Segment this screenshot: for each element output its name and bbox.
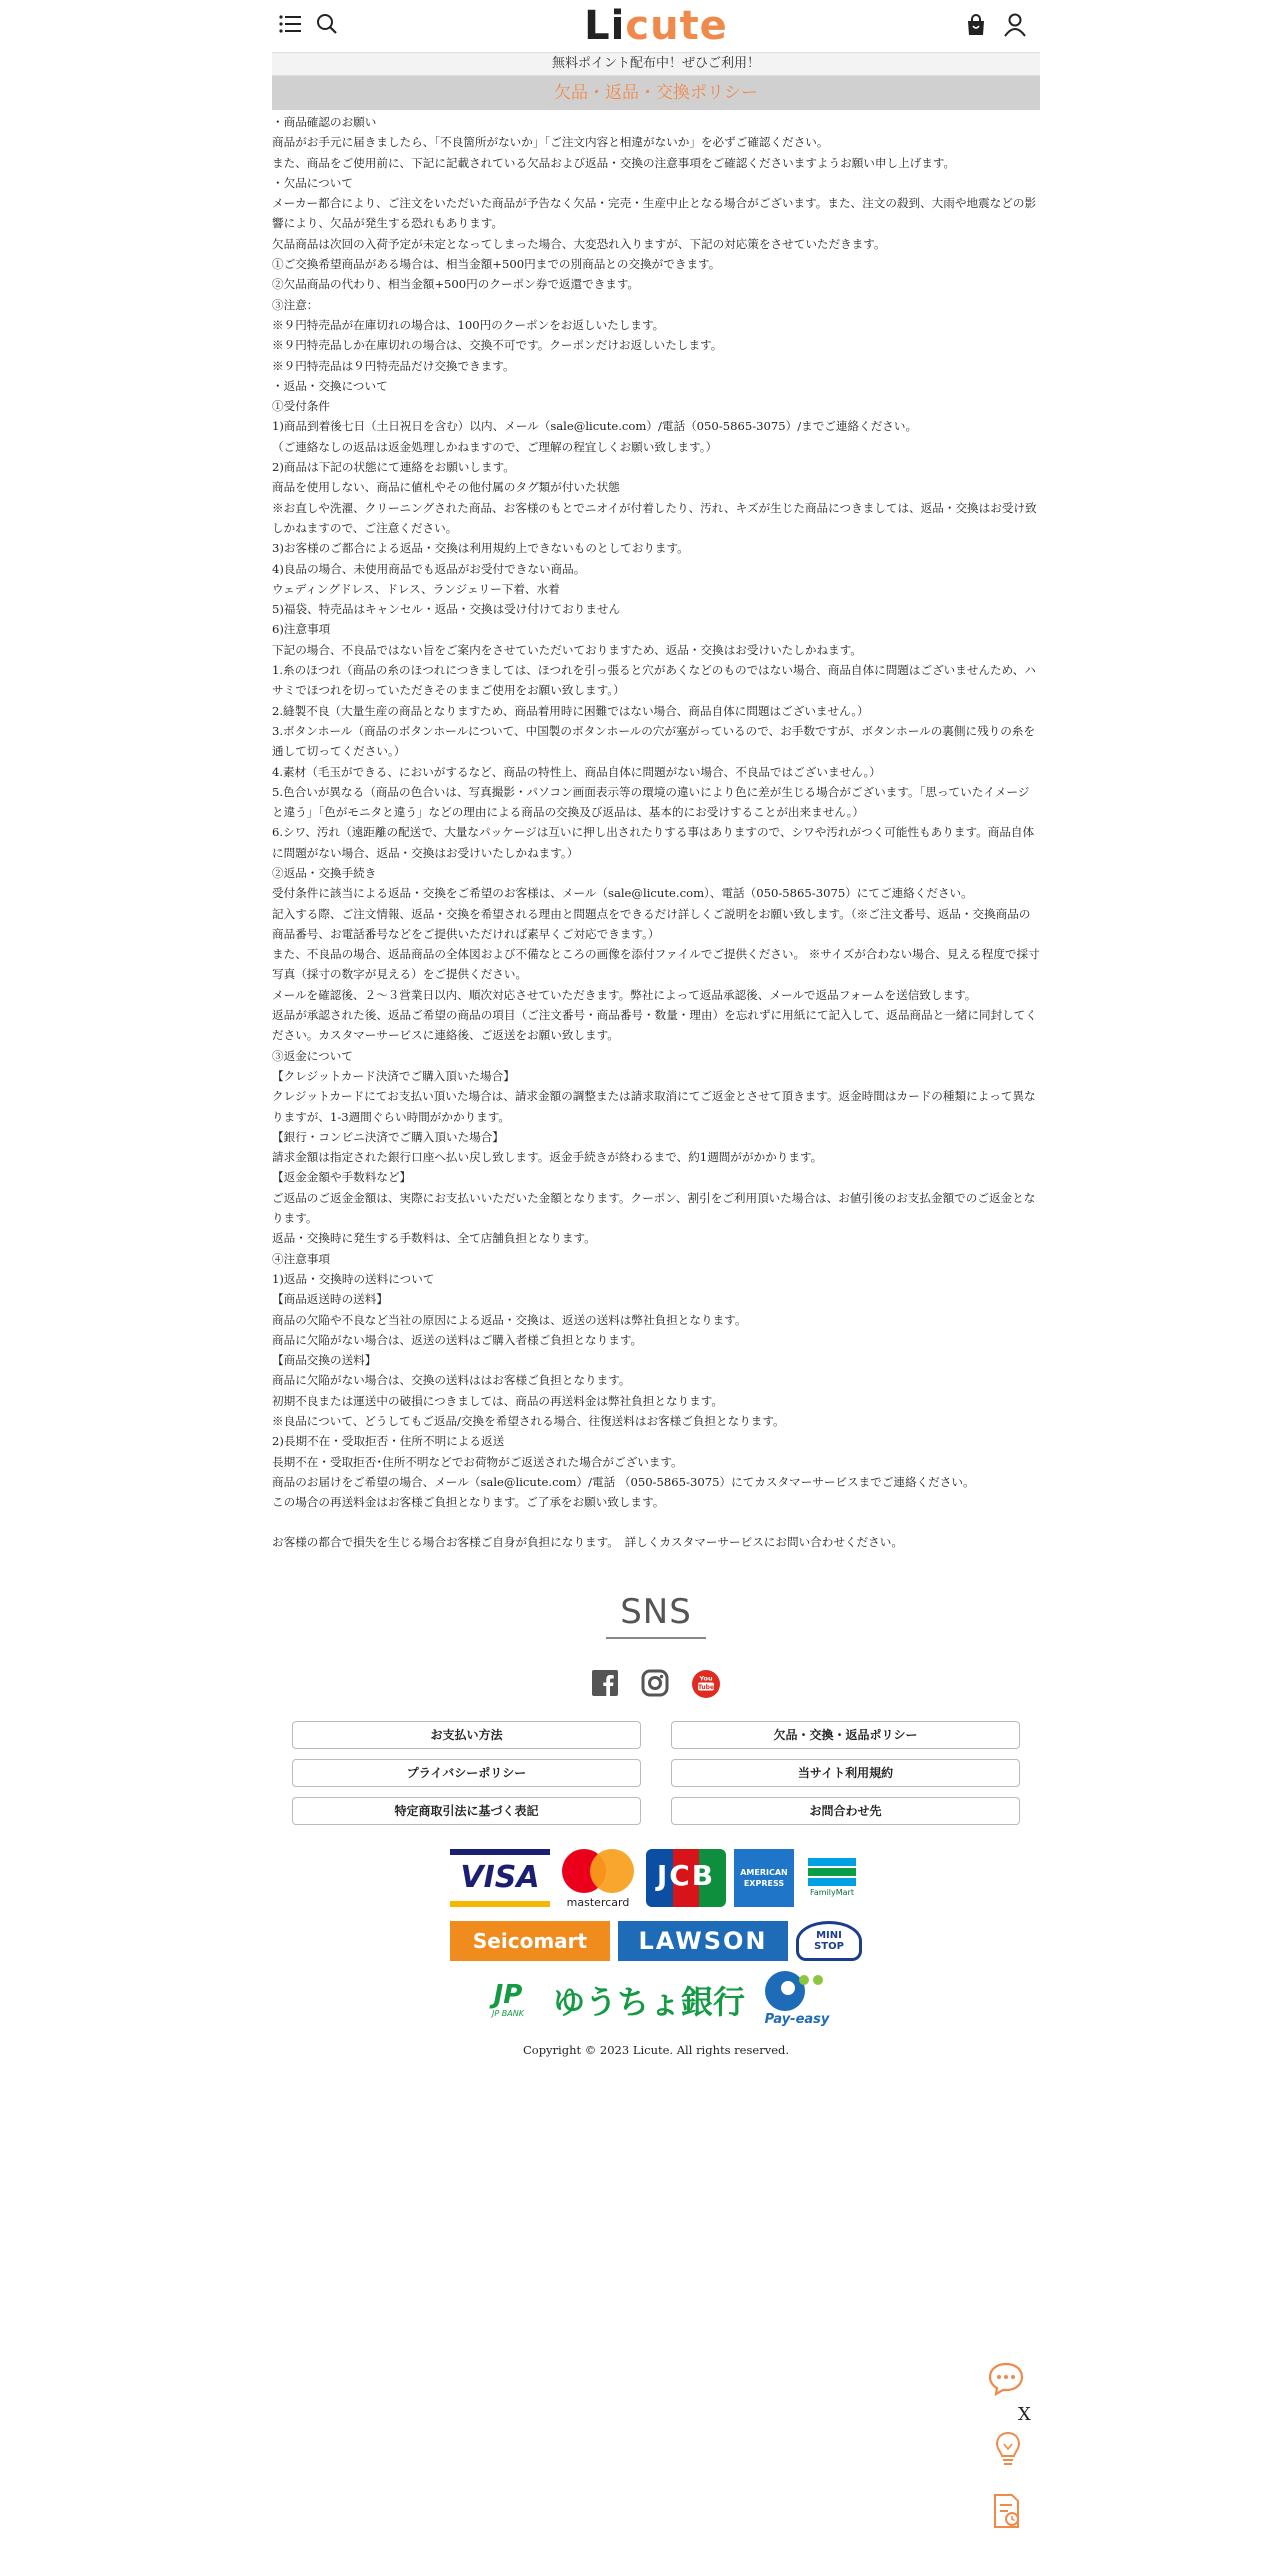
policy-content xyxy=(272,110,1040,1553)
policy-line: 5.色合いが異なる（商品の色合いは、写真撮影・パソコン画面表示等の環境の違いにより色に差が生じる場合がございます。「思っていたイメージと違う」「色がモニタと違う」などの理由による商品の交換及び返品は、基本的にお受けすることが出来ません。） xyxy=(272,784,1030,820)
site-header xyxy=(272,0,1040,52)
youtube-icon[interactable] xyxy=(691,1669,721,1699)
visa-logo-text: VISA xyxy=(460,1860,540,1896)
policy-line: メーカー都合により、ご注文をいただいた商品が予告なく欠品・完売・生産中止となる場合がございます。また、注文の殺到、大雨や地震などの影響により、欠品が発生する恐れもあります。 xyxy=(272,196,1037,231)
policy-line: 3)お客様のご都合による返品・交換は利用規約上できないものとしております。 xyxy=(272,541,689,556)
logo-text-part1: Li xyxy=(584,3,626,49)
document-clock-icon[interactable] xyxy=(990,2492,1024,2530)
mastercard-logo xyxy=(558,1847,638,1909)
lightbulb-icon[interactable] xyxy=(993,2430,1023,2470)
copyright: Copyright © 2023 Licute. All rights reserved. xyxy=(522,2042,790,2057)
payment-logos-row-2 xyxy=(272,1921,1040,1961)
site-logo[interactable] xyxy=(272,2,1040,50)
policy-line: 返品が承認された後、返品ご希望の商品の項目（ご注文番号・商品番号・数量・理由）を忘れずに用紙にて記入して、返品商品と一緒に同封してください。カスタマーサービスに連絡後、ご返送をお願い致します。 xyxy=(272,1008,1037,1043)
jp-bank-logo: JP JP BANK xyxy=(492,1980,524,2019)
policy-line: 請求金額は指定された銀行口座へ払い戻し致します。返金手続きが終わるまで、約1週間ががかかります。 xyxy=(272,1150,823,1165)
amex-logo xyxy=(734,1849,794,1907)
chat-bubble-icon[interactable] xyxy=(987,2361,1025,2397)
policy-line: 3.ボタンホール（商品のボタンホールについて、中国製のボタンホールの穴が塞がっているので、お手数ですが、ボタンホールの裏側に残りの糸を通して切ってください。） xyxy=(272,723,1036,759)
lawson-logo-text: LAWSON xyxy=(638,1926,768,1955)
policy-line: クレジットカードにてお支払い頂いた場合は、請求金額の調整または請求取消にてご返金とさせて頂きます。返金時間はカードの種類によって異なりますが、1-3週間ぐらい時間がかかります。 xyxy=(272,1089,1036,1124)
policy-line: この場合の再送料金はお客様ご負担となります。ご了承をお願い致します。 xyxy=(272,1495,665,1510)
seicomart-logo xyxy=(450,1921,610,1961)
policy-line: 5)福袋、特売品はキャンセル・返品・交換は受け付けておりません xyxy=(272,602,621,617)
shopping-bag-icon[interactable] xyxy=(966,14,986,36)
payment-logos-row-1 xyxy=(272,1847,1040,1909)
user-icon[interactable] xyxy=(1004,13,1026,37)
policy-line: ①ご交換希望商品がある場合は、相当金額+500円までの別商品との交換ができます。 xyxy=(272,257,721,272)
policy-line: 【商品返送時の送料】 xyxy=(272,1292,388,1307)
familymart-logo xyxy=(802,1849,862,1907)
policy-line: 商品を使用しない、商品に値札やその他付属のタグ類が付いた状態 xyxy=(272,480,620,495)
policy-line: ・欠品について xyxy=(272,175,353,190)
policy-line: ④注意事項 xyxy=(272,1251,330,1266)
policy-line: ※９円特売品しか在庫切れの場合は、交換不可です。クーポンだけお返しいたします。 xyxy=(272,338,723,353)
close-widget-button[interactable]: X xyxy=(1018,2404,1031,2425)
policy-line: 2)商品は下記の状態にて連絡をお願いします。 xyxy=(272,460,515,475)
policy-line: ・返品・交換について xyxy=(272,378,388,393)
policy-line: ③返金について xyxy=(272,1048,353,1063)
policy-line: 記入する際、ご注文情報、返品・交換を希望される理由と問題点をできるだけ詳しくご説明をお願い致します。（※ご注文番号、返品・交換商品の商品番号、お電話番号などをご提供いただければ素早くご対応できます。） xyxy=(272,906,1031,941)
policy-line: 4)良品の場合、未使用商品でも返品がお受付できない商品。 xyxy=(272,561,586,576)
policy-line: 【商品交換の送料】 xyxy=(272,1353,377,1368)
mastercard-logo-text: mastercard xyxy=(566,1895,630,1909)
link-commercial-law[interactable]: 特定商取引法に基づく表記 xyxy=(292,1797,641,1825)
policy-line: ウェディングドレス、ドレス、ランジェリー下着、水着 xyxy=(272,581,560,596)
visa-logo xyxy=(450,1849,550,1907)
payment-logos-row-3 xyxy=(272,1971,1040,2029)
yucho-bank-logo: ゆうちょ銀行 xyxy=(552,1982,745,2021)
policy-line: 商品がお手元に届きましたら、「不良箇所がないか」「ご注文内容と相違がないか」を必ずご確認ください。 xyxy=(272,135,829,150)
amex-logo-text-top: AMERICAN xyxy=(740,1867,788,1877)
policy-line: 商品に欠陥がない場合は、返送の送料はご購入者様ご負担となります。 xyxy=(272,1332,643,1347)
policy-line: 【返金金額や手数料など】 xyxy=(272,1170,412,1185)
policy-line: お客様の都合で損失を生じる場合お客様ご自身が負担になります。 詳しくカスタマーサービスにお問い合わせください。 xyxy=(272,1535,903,1550)
notice-bar[interactable]: 無料ポイント配布中！ぜひご利用！ xyxy=(272,52,1040,76)
amex-logo-text-bottom: EXPRESS xyxy=(743,1878,785,1888)
jp-bank-logo-text: JP BANK xyxy=(492,2009,524,2019)
policy-line: ご返品のご返金金額は、実際にお支払いいただいた金額となります。クーポン、割引をご利用頂いた場合は、お値引後のお支払金額でのご返金となります。 xyxy=(272,1190,1036,1226)
sns-divider xyxy=(606,1637,706,1639)
policy-line: メールを確認後、２～３営業日以内、順次対応させていただきます。弊社によって返品承認後、メールで返品フォームを送信致します。 xyxy=(272,987,977,1002)
familymart-logo-text: FamilyMart xyxy=(810,1888,854,1898)
policy-line: 1)返品・交換時の送料について xyxy=(272,1271,435,1286)
link-return-policy[interactable]: 欠品・交換・返品ポリシー xyxy=(671,1721,1020,1749)
policy-line: 欠品商品は次回の入荷予定が未定となってしまった場合、大変恐れ入りますが、下記の対応策をさせていただきます。 xyxy=(272,236,886,251)
policy-line: 1.糸のほつれ（商品の糸のほつれにつきましては、ほつれを引っ張ると穴があくなどのものではない場合、商品自体に問題はございませんため、ハサミでほつれを切っていただきそのままご使用をお願い致します。） xyxy=(272,663,1036,698)
policy-line: ③注意： xyxy=(272,297,319,312)
link-contact[interactable]: お問合わせ先 xyxy=(671,1797,1020,1825)
link-privacy-policy[interactable]: プライバシーポリシー xyxy=(292,1759,641,1787)
policy-line: 2.縫製不良（大量生産の商品となりますため、商品着用時に困難ではない場合、商品自体に問題はございません。） xyxy=(272,703,869,718)
policy-line: ②欠品商品の代わり、相当金額+500円のクーポン券で返還できます。 xyxy=(272,277,640,292)
policy-line: 6)注意事項 xyxy=(272,622,331,637)
policy-line: ・商品確認のお願い xyxy=(272,115,377,129)
link-payment-methods[interactable]: お支払い方法 xyxy=(292,1721,641,1749)
svg-text:You: You xyxy=(699,1674,713,1683)
pay-easy-logo xyxy=(759,1971,835,2029)
policy-line: ①受付条件 xyxy=(272,399,330,414)
policy-line: （ご連絡なしの返品は返金処理しかねますので、ご理解の程宜しくお願い致します。） xyxy=(272,439,718,454)
page xyxy=(272,0,1040,2057)
policy-line: 商品に欠陥がない場合は、交換の送料ははお客様ご負担となります。 xyxy=(272,1373,631,1388)
policy-line: 【クレジットカード決済でご購入頂いた場合】 xyxy=(272,1068,515,1083)
policy-line xyxy=(272,1512,1040,1532)
lawson-logo xyxy=(618,1921,788,1961)
policy-line: 6.シワ、汚れ（遠距離の配送で、大量なパッケージは互いに押し出されたりする事はありますので、シワや汚れがつく可能性もあります。商品自体に問題がない場合、返品・交換はお受けいたしかねます。） xyxy=(272,825,1035,860)
seicomart-logo-text: Seicomart xyxy=(472,1928,588,1953)
link-terms-of-use[interactable]: 当サイト利用規約 xyxy=(671,1759,1020,1787)
logo-text-part2: cute xyxy=(625,3,728,49)
ministop-logo-text-top: MINI xyxy=(816,1929,842,1941)
ministop-logo-text-bottom: STOP xyxy=(814,1940,844,1952)
policy-line: ※９円特売品が在庫切れの場合は、100円のクーポンをお返しいたします。 xyxy=(272,317,665,332)
policy-line: ※良品について、どうしてもご返品/交換を希望される場合、往復送料はお客様ご負担となります。 xyxy=(272,1414,785,1428)
policy-line: ※お直しや洗濯、クリーニングされた商品、お客様のもとでニオイが付着したり、汚れ、キズが生じた商品につきましては、返品・交換はお受け致しかねますので、ご注意ください。 xyxy=(272,500,1037,535)
policy-line: ②返品・交換手続き xyxy=(272,865,377,880)
jcb-logo-text: JCB xyxy=(656,1858,716,1892)
policy-line: 商品のお届けをご希望の場合、メール（sale@licute.com）/電話 （050-5865-3075）にてカスタマーサービスまでご連絡ください。 xyxy=(272,1474,975,1489)
policy-line: 長期不在・受取拒否･住所不明などでお荷物がご返送された場合がございます。 xyxy=(272,1454,683,1469)
policy-line: 【銀行・コンビニ決済でご購入頂いた場合】 xyxy=(272,1129,504,1144)
policy-line: 2)長期不在・受取拒否・住所不明による返送 xyxy=(272,1434,505,1449)
policy-line: 受付条件に該当による返品・交換をご希望のお客様は、メール（sale@licute.com）、電話（050-5865-3075）にてご連絡ください。 xyxy=(272,886,973,901)
footer-links xyxy=(292,1721,1020,1825)
svg-text:Tube: Tube xyxy=(697,1683,715,1691)
policy-line: 商品の欠陥や不良など当社の原因による返品・交換は、返送の送料は弊社負担となります。 xyxy=(272,1312,747,1327)
ministop-logo xyxy=(796,1921,862,1961)
page-title: 欠品・返品・交換ポリシー xyxy=(272,76,1040,110)
policy-line: 初期不良または運送中の破損につきましては、商品の再送料金は弊社負担となります。 xyxy=(272,1393,723,1408)
policy-line: 下記の場合、不良品ではない旨をご案内をさせていただいておりますため、返品・交換はお受けいたしかねます。 xyxy=(272,642,862,657)
policy-line: 4.素材（毛玉ができる、においがするなど、商品の特性上、商品自体に問題がない場合、不良品ではございません。） xyxy=(272,764,881,779)
policy-line: また、商品をご使用前に、下記に記載されている欠品および返品・交換の注意事項をご確認くださいますようお願い申し上げます。 xyxy=(272,155,956,170)
facebook-icon[interactable] xyxy=(591,1669,619,1697)
policy-line: ※９円特売品は９円特売品だけ交換できます。 xyxy=(272,358,515,373)
sns-title: SNS xyxy=(620,1591,692,1632)
pay-easy-logo-text: Pay-easy xyxy=(764,2011,830,2027)
jcb-logo xyxy=(646,1849,726,1907)
policy-line: 返品・交換時に発生する手数料は、全て店舗負担となります。 xyxy=(272,1231,596,1246)
policy-line: 1)商品到着後七日（土日祝日を含む）以内、メール（sale@licute.com）/電話（050-5865-3075）/までご連絡ください。 xyxy=(272,419,918,434)
sns-icons xyxy=(272,1669,1040,1699)
policy-line: また、不良品の場合、返品商品の全体図および不備なところの画像を添付ファイルでご提供ください。 ※サイズが合わない場合、見える程度で採寸写真（採寸の数字が見える）をご提供ください。 xyxy=(272,947,1040,982)
instagram-icon[interactable] xyxy=(641,1669,669,1697)
